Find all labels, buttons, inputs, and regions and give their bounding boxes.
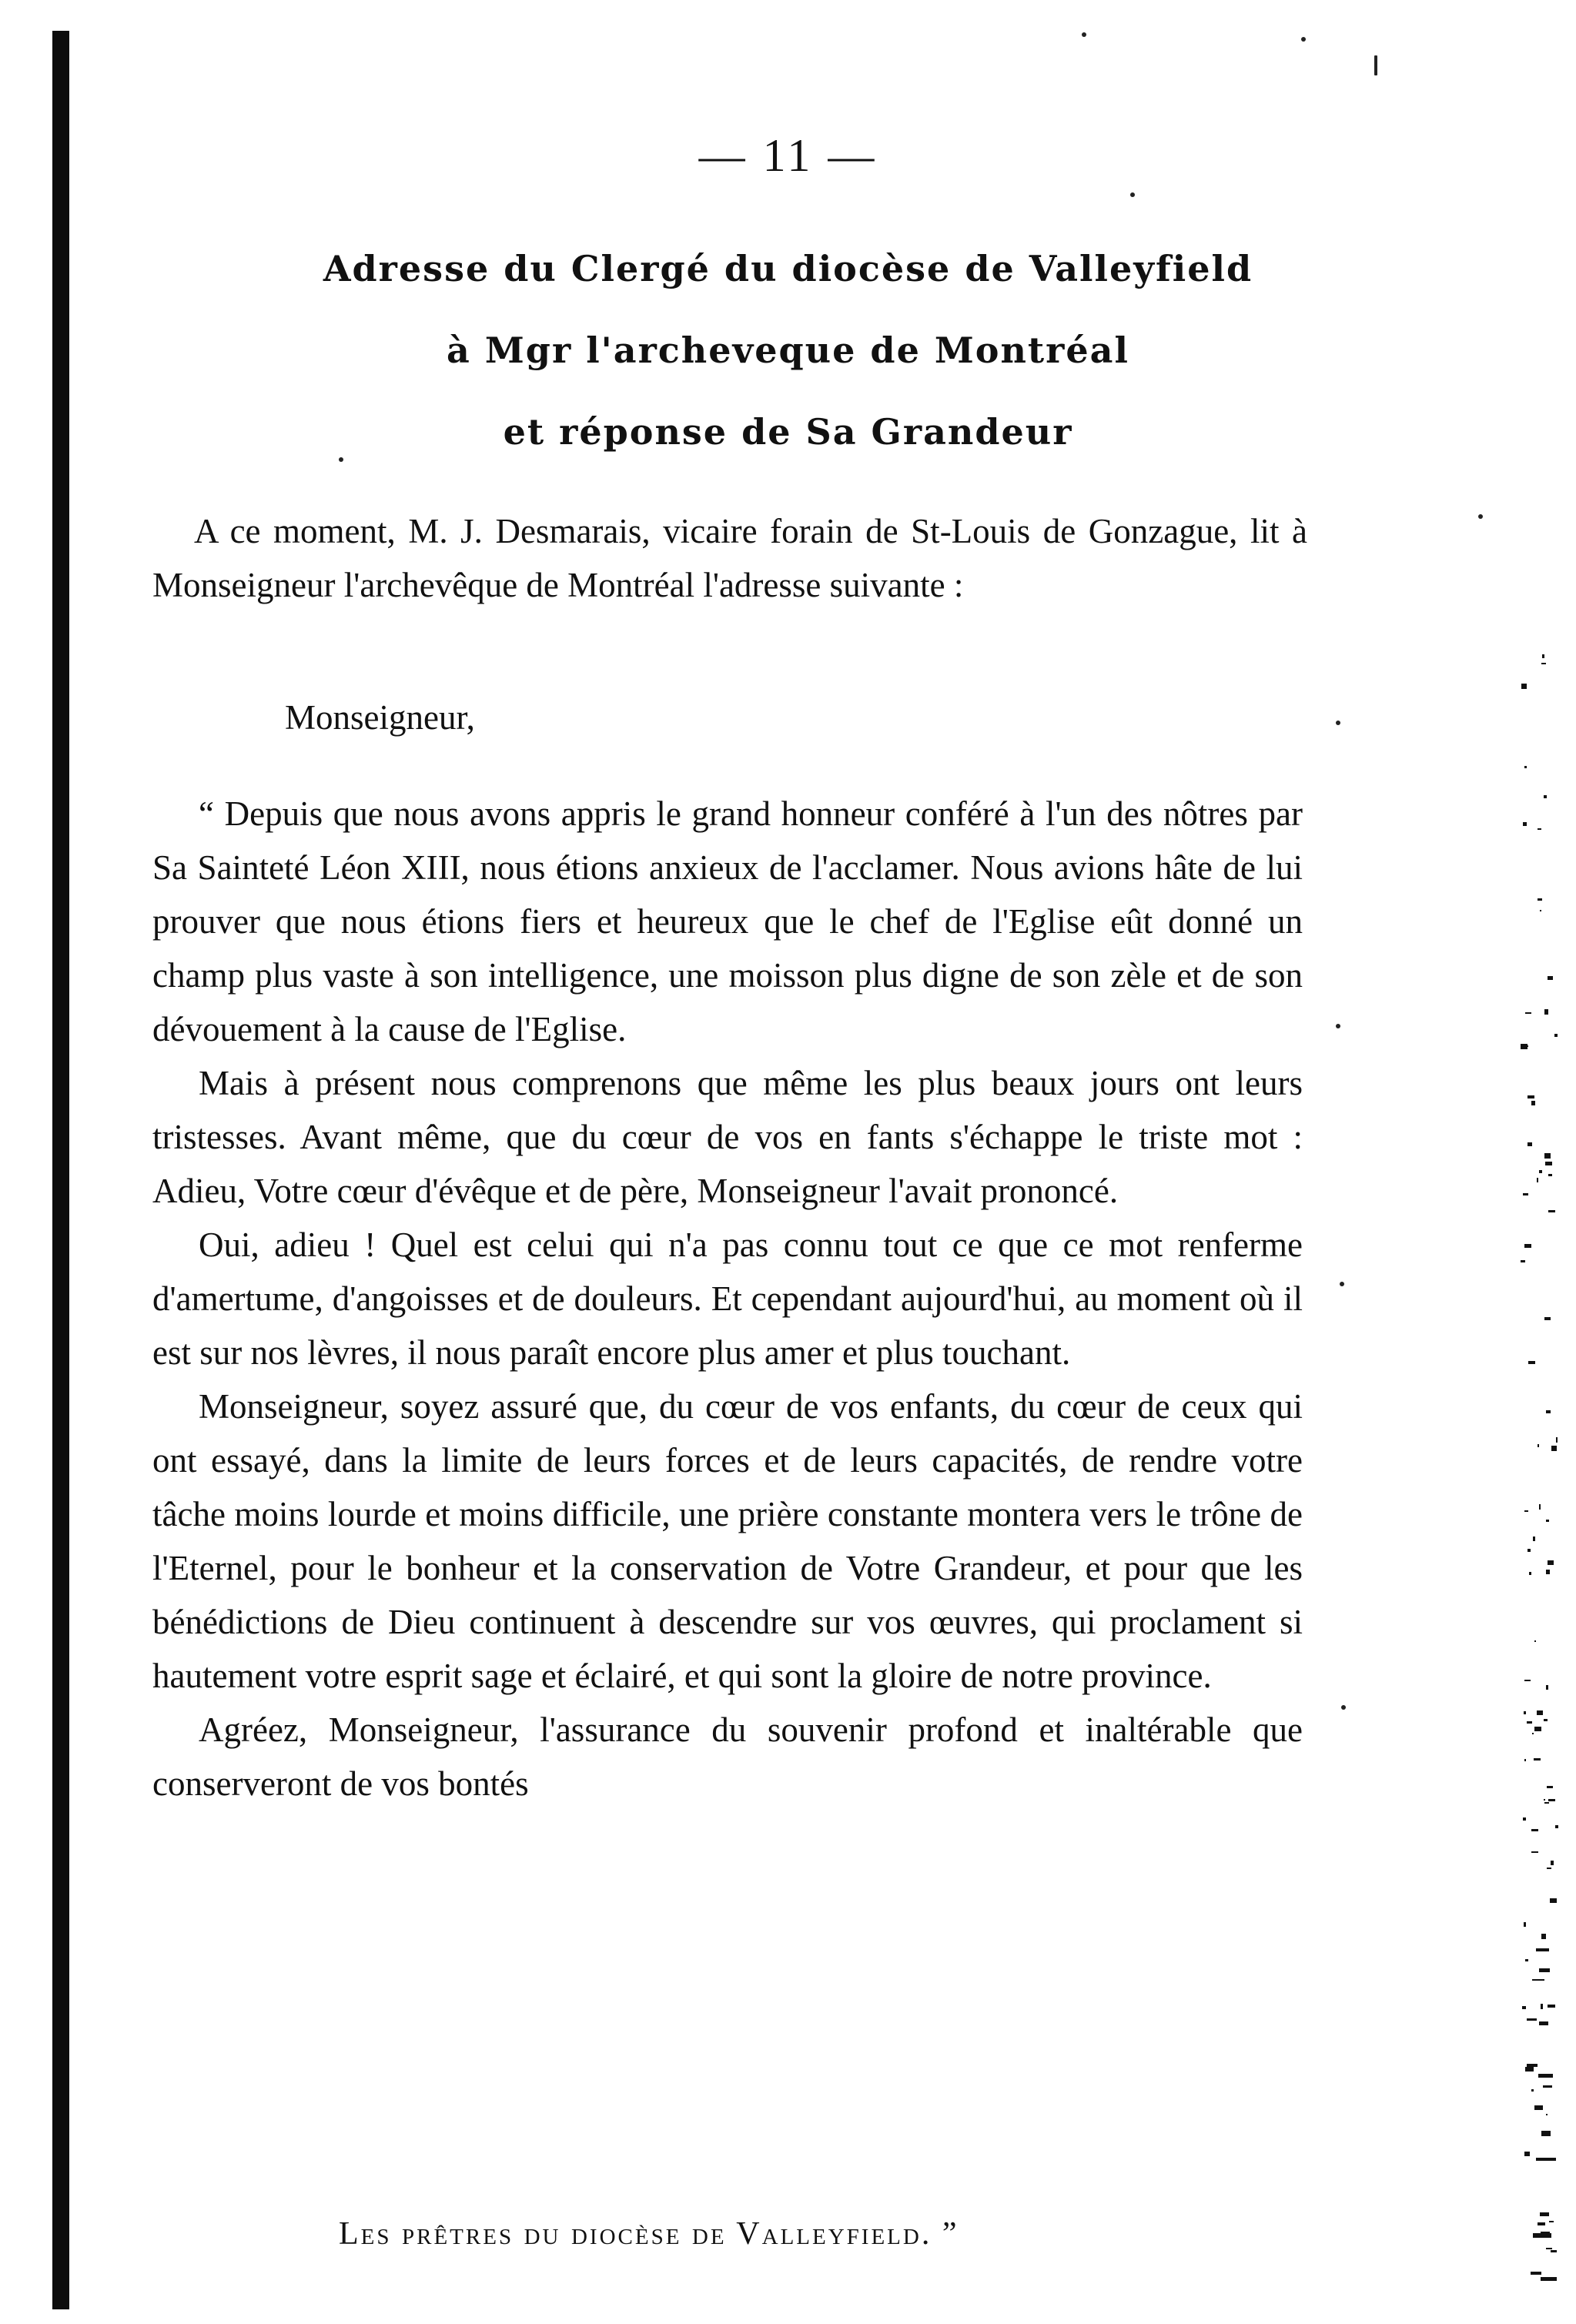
scan-noise-mark: [1524, 766, 1527, 768]
scan-noise-mark: [1523, 1817, 1526, 1821]
scan-speck: [1336, 721, 1340, 725]
scan-noise-mark: [1536, 2158, 1556, 2161]
scan-noise-mark: [1539, 1504, 1541, 1510]
scan-noise-mark: [1529, 1572, 1531, 1575]
scan-noise-mark: [1546, 1570, 1550, 1574]
letter-paragraph: Monseigneur, soyez assuré que, du cœur de vos enfants, du cœur de ceux qui ont essayé, dans la limite de leurs forces et de leurs capacités, de rendre votre tâche moins lourde et moins difficile, une prière constante montera vers le trône de l'Eternel, pour le bonheur et la conservation de Votre Grandeur, et pour que les bénédictions de Dieu continuent à descendre sur vos œuvres, qui proclament si hautement votre esprit sage et éclairé, et qui sont la gloire de notre province.: [152, 1387, 1303, 1695]
scan-noise-mark: [1521, 1260, 1525, 1262]
scan-noise-mark: [1538, 898, 1542, 901]
intro-paragraph: A ce moment, M. J. Desmarais, vicaire forain de St-Louis de Gonzague, lit à Monseigneur l'archevêque de Montréal l'adresse suivante :: [152, 512, 1307, 604]
scan-noise-mark: [1526, 1045, 1528, 1047]
scan-noise-mark: [1543, 2085, 1552, 2088]
scan-speck: [339, 457, 343, 462]
scan-noise-mark: [1542, 654, 1544, 658]
intro-section: [152, 504, 1307, 612]
scan-noise-mark: [1527, 1095, 1534, 1098]
scan-noise-mark: [1532, 1979, 1544, 1981]
letter-salutation: Monseigneur,: [285, 698, 475, 737]
scan-speck: [1130, 192, 1135, 197]
scan-noise-mark: [1551, 1446, 1557, 1451]
scan-noise-mark: [1548, 1174, 1552, 1176]
scan-noise-mark: [1537, 1710, 1543, 1715]
scan-noise-mark: [1523, 1193, 1528, 1195]
scan-speck: [1301, 37, 1306, 42]
scan-noise-mark: [1541, 2131, 1551, 2136]
scan-speck: [1341, 1705, 1346, 1710]
scan-noise-mark: [1538, 828, 1541, 830]
scan-noise-mark: [1544, 795, 1547, 798]
scan-noise-mark: [1528, 1361, 1535, 1364]
scan-noise-mark: [1546, 2114, 1548, 2115]
letter-paragraph: Agréez, Monseigneur, l'assurance du souvenir profond et inaltérable que conserveront de vos bontés: [152, 1710, 1303, 1803]
scan-noise-mark: [1524, 1680, 1531, 1681]
scan-noise-mark: [1551, 1861, 1554, 1865]
scan-speck: [1374, 55, 1377, 75]
scan-noise-mark: [1546, 1685, 1548, 1690]
scan-noise-mark: [1527, 1142, 1532, 1146]
binding-edge: [52, 31, 69, 2309]
page-title-line-1: Adresse du Clergé du diocèse de Valleyfield: [323, 248, 1253, 289]
scan-noise-right-edge: [1521, 631, 1559, 2309]
scan-noise-mark: [1556, 1437, 1558, 1443]
scan-noise-mark: [1524, 1510, 1528, 1512]
scan-noise-mark: [1536, 1948, 1549, 1951]
page-title-line-3: et réponse de Sa Grandeur: [503, 411, 1073, 453]
scan-noise-mark: [1524, 1922, 1526, 1927]
scan-noise-mark: [1541, 2277, 1557, 2281]
scan-noise-mark: [1555, 1825, 1558, 1828]
scan-noise-mark: [1544, 1799, 1545, 1801]
letter-paragraph: Oui, adieu ! Quel est celui qui n'a pas connu tout ce que ce mot renferme d'amertume, d'angoisses et de douleurs. Et cependant aujourd'hui, au moment où il est sur nos lèvres, il nous paraît encore plus amer et plus touchant.: [152, 1226, 1303, 1372]
scan-noise-mark: [1550, 1898, 1557, 1903]
scan-noise-mark: [1544, 1719, 1548, 1721]
letter-paragraph: “ Depuis que nous avons appris le grand honneur conféré à l'un des nôtres par Sa Sainteté Léon XIII, nous étions anxieux de l'acclamer. Nous avions hâte de lui prouver que nous étions fiers et heureux que le chef de l'Eglise eût donné un champ plus vaste à son intelligence, une moisson plus digne de son zèle et de son dévouement à la cause de l'Eglise.: [152, 794, 1303, 1048]
scan-noise-mark: [1541, 2004, 1543, 2009]
scan-noise-mark: [1534, 1727, 1541, 1731]
scan-noise-mark: [1549, 2221, 1554, 2222]
scan-noise-mark: [1545, 1162, 1552, 1165]
scan-noise-mark: [1527, 1549, 1531, 1552]
scan-noise-mark: [1548, 976, 1553, 980]
scan-noise-mark: [1521, 684, 1527, 689]
scan-noise-mark: [1548, 1560, 1554, 1565]
page-number: — 11 —: [698, 130, 878, 181]
scan-noise-mark: [1524, 1711, 1526, 1714]
scan-noise-mark: [1539, 1170, 1542, 1173]
scan-noise-mark: [1554, 1034, 1558, 1037]
page-title-line-2: à Mgr l'archeveque de Montréal: [447, 329, 1129, 371]
scan-noise-mark: [1548, 1799, 1555, 1801]
scan-noise-mark: [1544, 1317, 1551, 1320]
scan-noise-mark: [1546, 1410, 1551, 1413]
scan-noise-mark: [1525, 1012, 1531, 1014]
scan-noise-mark: [1534, 2105, 1543, 2110]
scan-noise-mark: [1531, 1101, 1535, 1105]
scan-noise-mark: [1524, 2152, 1530, 2156]
scan-noise-mark: [1538, 2074, 1553, 2078]
scan-noise-mark: [1544, 1009, 1548, 1015]
scan-noise-mark: [1534, 1640, 1536, 1642]
scan-noise-mark: [1547, 1786, 1553, 1788]
scan-noise-mark: [1523, 822, 1527, 826]
scan-noise-mark: [1531, 2089, 1534, 2092]
scan-noise-mark: [1538, 1444, 1539, 1447]
scan-noise-mark: [1541, 1934, 1546, 1939]
scan-noise-mark: [1546, 2248, 1552, 2249]
letter-body: [152, 787, 1303, 1811]
scan-noise-mark: [1527, 2018, 1537, 2021]
scan-noise-mark: [1538, 2222, 1545, 2225]
scan-noise-mark: [1539, 2021, 1548, 2025]
scan-noise-mark: [1542, 2233, 1548, 2235]
scan-noise-mark: [1531, 2272, 1541, 2275]
scan-noise-mark: [1532, 1733, 1534, 1734]
scan-noise-mark: [1540, 2212, 1549, 2216]
scan-noise-mark: [1547, 1868, 1551, 1869]
letter-paragraph: Mais à présent nous comprenons que même les plus beaux jours ont leurs tristesses. Avant même, que du cœur de vos en fants s'échappe le triste mot : Adieu, Votre cœur d'évêque et de père, Monseigneur l'avait prononcé.: [152, 1064, 1303, 1210]
scan-noise-mark: [1527, 2068, 1528, 2070]
scan-noise-mark: [1546, 1520, 1549, 1522]
scan-noise-mark: [1548, 1210, 1555, 1212]
scan-noise-mark: [1534, 1758, 1541, 1761]
scan-noise-mark: [1537, 1178, 1538, 1182]
scan-speck: [1478, 514, 1483, 519]
scan-noise-mark: [1527, 1721, 1532, 1724]
scan-noise-mark: [1524, 1759, 1526, 1761]
scan-noise-mark: [1544, 1153, 1551, 1159]
scan-noise-mark: [1531, 1829, 1538, 1831]
letter-signature: Les prêtres du diocèse de Valleyfield. ”: [339, 2216, 959, 2252]
scan-speck: [1340, 1282, 1344, 1286]
scan-noise-mark: [1539, 1968, 1550, 1972]
scan-speck: [1336, 1024, 1340, 1028]
scan-noise-mark: [1541, 663, 1546, 664]
scan-noise-mark: [1531, 1851, 1538, 1853]
scan-noise-mark: [1522, 2006, 1526, 2009]
scan-speck: [1082, 32, 1086, 37]
scan-noise-mark: [1548, 2005, 1555, 2008]
scan-noise-mark: [1525, 1959, 1528, 1961]
scan-noise-mark: [1544, 1802, 1549, 1804]
scan-noise-mark: [1540, 910, 1541, 911]
scan-noise-mark: [1524, 1244, 1531, 1248]
scan-noise-mark: [1533, 1537, 1535, 1541]
scan-noise-mark: [1551, 2250, 1557, 2252]
